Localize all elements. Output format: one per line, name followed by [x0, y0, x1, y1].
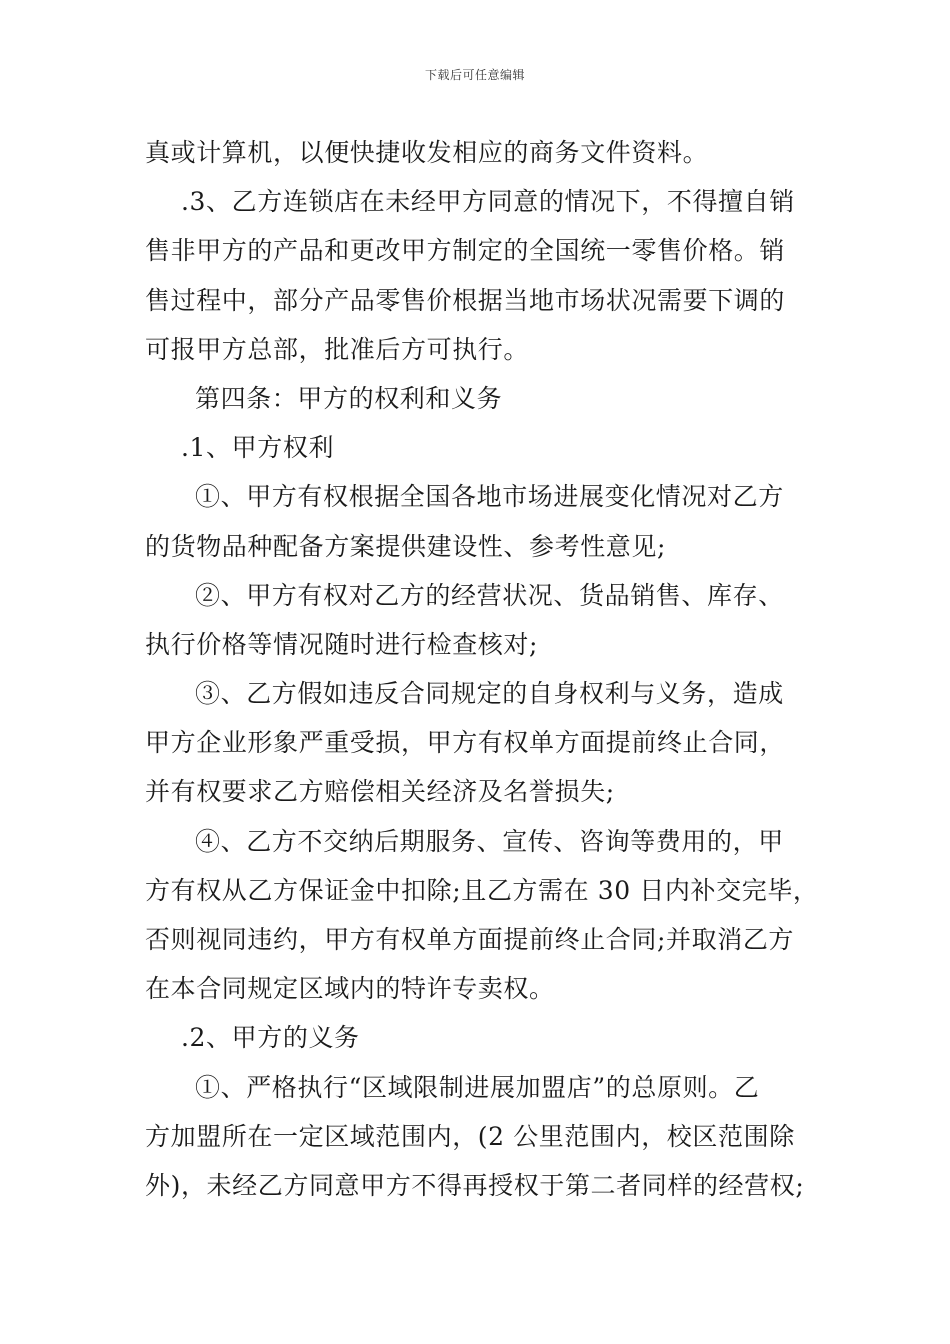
text-line-10: ②、甲方有权对乙方的经营状况、货品销售、库存、 — [195, 580, 784, 610]
text-line-5: 可报甲方总部，批准后方可执行。 — [145, 334, 530, 364]
text-line-22: 外)，未经乙方同意甲方不得再授权于第二者同样的经营权; — [145, 1170, 805, 1200]
text-line-11: 执行价格等情况随时进行检查核对; — [145, 629, 539, 659]
page-header: 下载后可任意编辑 — [424, 68, 525, 82]
document-body — [145, 128, 819, 1210]
text-line-9: 的货物品种配备方案提供建设性、参考性意见; — [145, 531, 667, 561]
section-heading-article-4: 第四条：甲方的权利和义务 — [195, 383, 503, 413]
subsection-heading-party-a-obligations: .2、甲方的义务 — [181, 1023, 360, 1053]
text-line-21: 方加盟所在一定区域范围内，(2 公里范围内，校区范围除 — [145, 1121, 795, 1151]
text-line-2: .3、乙方连锁店在未经甲方同意的情况下，不得擅自销 — [181, 187, 795, 217]
text-line-1: 真或计算机，以便快捷收发相应的商务文件资料。 — [145, 138, 709, 167]
text-line-15: ④、乙方不交纳后期服务、宣传、咨询等费用的，甲 — [195, 826, 784, 856]
text-line-4: 售过程中，部分产品零售价根据当地市场状况需要下调的 — [145, 285, 786, 315]
text-line-16: 方有权从乙方保证金中扣除;且乙方需在 30 日内补交完毕， — [145, 875, 819, 905]
text-line-20: ①、严格执行“区域限制进展加盟店”的总原则。乙 — [195, 1072, 760, 1102]
text-line-13: 甲方企业形象严重受损，甲方有权单方面提前终止合同， — [145, 728, 786, 758]
subsection-heading-party-a-rights: .1、甲方权利 — [181, 433, 335, 463]
text-line-3: 售非甲方的产品和更改甲方制定的全国统一零售价格。销 — [145, 236, 786, 266]
text-line-17: 否则视同违约，甲方有权单方面提前终止合同;并取消乙方 — [145, 925, 795, 954]
text-line-8: ①、甲方有权根据全国各地市场进展变化情况对乙方 — [195, 482, 784, 512]
text-line-18: 在本合同规定区域内的特许专卖权。 — [145, 974, 555, 1004]
text-line-14: 并有权要求乙方赔偿相关经济及名誉损失; — [145, 777, 615, 807]
text-line-12: ③、乙方假如违反合同规定的自身权利与义务，造成 — [195, 679, 784, 709]
